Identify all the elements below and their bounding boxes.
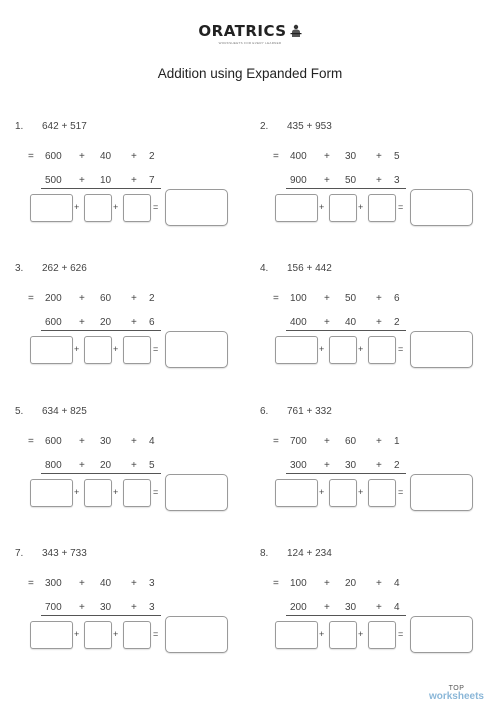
tens-answer-box[interactable] — [84, 479, 112, 507]
equals-sign: = — [153, 629, 159, 639]
tens-value: 50 — [345, 293, 357, 304]
tens-answer-box[interactable] — [329, 621, 357, 649]
plus-sign: + — [376, 578, 382, 589]
problem-1 — [15, 121, 245, 261]
ones-value: 6 — [149, 317, 155, 328]
sum-rule — [286, 615, 406, 616]
tens-value: 50 — [345, 175, 357, 186]
ones-answer-box[interactable] — [368, 336, 396, 364]
plus-sign: + — [113, 344, 119, 354]
hundreds-value: 200 — [45, 293, 62, 304]
expanded-row-1 — [273, 293, 473, 307]
equals-sign: = — [398, 487, 404, 497]
hundreds-value: 700 — [45, 602, 62, 613]
plus-sign: + — [376, 317, 382, 328]
plus-sign: + — [324, 602, 330, 613]
total-answer-box[interactable] — [410, 616, 473, 653]
equals-sign: = — [28, 436, 34, 447]
problem-number: 6. — [260, 406, 269, 417]
tens-value: 40 — [100, 151, 112, 162]
expanded-row-2 — [273, 460, 473, 474]
ones-value: 5 — [394, 151, 400, 162]
equals-sign: = — [398, 344, 404, 354]
logo-tagline: WORKSHEETS FOR EVERY LEARNER — [218, 41, 282, 45]
plus-sign: + — [131, 602, 137, 613]
footer-brand-name: worksheets — [428, 691, 484, 702]
plus-sign: + — [376, 602, 382, 613]
sum-rule — [41, 188, 161, 189]
problem-expression: 124 + 234 — [287, 548, 332, 559]
expanded-row-1 — [273, 578, 473, 592]
tens-value: 20 — [345, 578, 357, 589]
total-answer-box[interactable] — [165, 616, 228, 653]
ones-value: 6 — [394, 293, 400, 304]
plus-sign: + — [74, 202, 80, 212]
hundreds-value: 400 — [290, 317, 307, 328]
plus-sign: + — [324, 317, 330, 328]
hundreds-value: 300 — [45, 578, 62, 589]
equals-sign: = — [273, 151, 279, 162]
equals-sign: = — [153, 487, 159, 497]
ones-answer-box[interactable] — [123, 336, 151, 364]
equals-sign: = — [153, 202, 159, 212]
equals-sign: = — [28, 578, 34, 589]
plus-sign: + — [324, 175, 330, 186]
ones-value: 1 — [394, 436, 400, 447]
ones-answer-box[interactable] — [123, 194, 151, 222]
plus-sign: + — [324, 293, 330, 304]
expanded-row-1 — [28, 578, 228, 592]
expanded-row-2 — [273, 317, 473, 331]
expanded-row-2 — [28, 317, 228, 331]
plus-sign: + — [79, 175, 85, 186]
tens-value: 40 — [100, 578, 112, 589]
equals-sign: = — [273, 578, 279, 589]
tens-value: 40 — [345, 317, 357, 328]
plus-sign: + — [376, 151, 382, 162]
plus-sign: + — [79, 293, 85, 304]
expanded-row-2 — [273, 602, 473, 616]
plus-sign: + — [376, 460, 382, 471]
total-answer-box[interactable] — [410, 474, 473, 511]
hundreds-answer-box[interactable] — [275, 621, 318, 649]
problem-number: 2. — [260, 121, 269, 132]
sum-rule — [41, 473, 161, 474]
expanded-row-2 — [28, 175, 228, 189]
plus-sign: + — [358, 629, 364, 639]
total-answer-box[interactable] — [410, 189, 473, 226]
plus-sign: + — [74, 344, 80, 354]
tens-value: 30 — [345, 460, 357, 471]
tens-answer-box[interactable] — [329, 194, 357, 222]
equals-sign: = — [273, 436, 279, 447]
ones-value: 7 — [149, 175, 155, 186]
problem-number: 5. — [15, 406, 24, 417]
plus-sign: + — [113, 629, 119, 639]
sum-rule — [286, 473, 406, 474]
hundreds-value: 500 — [45, 175, 62, 186]
problem-expression: 262 + 626 — [42, 263, 87, 274]
plus-sign: + — [113, 202, 119, 212]
ones-value: 3 — [394, 175, 400, 186]
problem-number: 1. — [15, 121, 24, 132]
expanded-row-1 — [273, 151, 473, 165]
ones-value: 5 — [149, 460, 155, 471]
tens-value: 30 — [100, 436, 112, 447]
hundreds-value: 100 — [290, 578, 307, 589]
equals-sign: = — [28, 151, 34, 162]
plus-sign: + — [376, 436, 382, 447]
problem-4 — [260, 263, 490, 403]
plus-sign: + — [131, 175, 137, 186]
hundreds-value: 200 — [290, 602, 307, 613]
total-answer-box[interactable] — [410, 331, 473, 368]
problem-8 — [260, 548, 490, 688]
plus-sign: + — [74, 487, 80, 497]
plus-sign: + — [131, 293, 137, 304]
plus-sign: + — [79, 151, 85, 162]
problem-number: 8. — [260, 548, 269, 559]
equals-sign: = — [273, 293, 279, 304]
hundreds-value: 700 — [290, 436, 307, 447]
problem-2 — [260, 121, 490, 261]
equals-sign: = — [398, 629, 404, 639]
equals-sign: = — [398, 202, 404, 212]
plus-sign: + — [324, 436, 330, 447]
hundreds-value: 800 — [45, 460, 62, 471]
plus-sign: + — [319, 629, 325, 639]
plus-sign: + — [131, 317, 137, 328]
expanded-row-1 — [28, 151, 228, 165]
ones-value: 2 — [149, 293, 155, 304]
tens-value: 10 — [100, 175, 112, 186]
hundreds-answer-box[interactable] — [275, 479, 318, 507]
problem-3 — [15, 263, 245, 403]
sum-rule — [286, 330, 406, 331]
problem-expression: 435 + 953 — [287, 121, 332, 132]
ones-value: 4 — [394, 602, 400, 613]
plus-sign: + — [79, 317, 85, 328]
hundreds-answer-box[interactable] — [275, 336, 318, 364]
ones-value: 2 — [394, 317, 400, 328]
sum-rule — [41, 615, 161, 616]
problem-number: 4. — [260, 263, 269, 274]
logo-text: ORATRICS — [198, 22, 287, 40]
tens-value: 20 — [100, 460, 112, 471]
plus-sign: + — [113, 487, 119, 497]
problem-number: 7. — [15, 548, 24, 559]
problem-6 — [260, 406, 490, 546]
tens-answer-box[interactable] — [84, 336, 112, 364]
expanded-row-1 — [273, 436, 473, 450]
sum-rule — [41, 330, 161, 331]
total-answer-box[interactable] — [165, 189, 228, 226]
footer-brand-top: TOP — [448, 685, 465, 692]
tens-value: 30 — [100, 602, 112, 613]
hundreds-answer-box[interactable] — [30, 479, 73, 507]
plus-sign: + — [358, 344, 364, 354]
plus-sign: + — [79, 436, 85, 447]
page-title: Addition using Expanded Form — [157, 66, 343, 81]
plus-sign: + — [79, 602, 85, 613]
plus-sign: + — [324, 460, 330, 471]
expanded-row-2 — [28, 460, 228, 474]
plus-sign: + — [79, 460, 85, 471]
tens-value: 20 — [100, 317, 112, 328]
tens-answer-box[interactable] — [84, 621, 112, 649]
hundreds-value: 900 — [290, 175, 307, 186]
hundreds-value: 600 — [45, 436, 62, 447]
footer-brand — [429, 685, 484, 702]
brand-logo — [198, 22, 301, 40]
problem-number: 3. — [15, 263, 24, 274]
plus-sign: + — [358, 487, 364, 497]
ones-answer-box[interactable] — [368, 621, 396, 649]
expanded-row-1 — [28, 293, 228, 307]
hundreds-value: 100 — [290, 293, 307, 304]
ones-answer-box[interactable] — [123, 621, 151, 649]
problem-expression: 634 + 825 — [42, 406, 87, 417]
hundreds-answer-box[interactable] — [30, 194, 73, 222]
plus-sign: + — [324, 578, 330, 589]
ones-value: 4 — [149, 436, 155, 447]
plus-sign: + — [131, 578, 137, 589]
tens-value: 60 — [100, 293, 112, 304]
total-answer-box[interactable] — [165, 331, 228, 368]
hundreds-value: 400 — [290, 151, 307, 162]
ones-answer-box[interactable] — [123, 479, 151, 507]
hundreds-answer-box[interactable] — [30, 336, 73, 364]
ones-answer-box[interactable] — [368, 194, 396, 222]
plus-sign: + — [131, 436, 137, 447]
expanded-row-2 — [28, 602, 228, 616]
teacher-figure-icon — [290, 24, 302, 38]
tens-value: 30 — [345, 151, 357, 162]
plus-sign: + — [358, 202, 364, 212]
tens-value: 60 — [345, 436, 357, 447]
hundreds-answer-box[interactable] — [275, 194, 318, 222]
tens-answer-box[interactable] — [84, 194, 112, 222]
plus-sign: + — [319, 202, 325, 212]
expanded-row-1 — [28, 436, 228, 450]
ones-value: 2 — [394, 460, 400, 471]
problem-7 — [15, 548, 245, 688]
sum-rule — [286, 188, 406, 189]
worksheet-header — [0, 22, 500, 45]
tens-answer-box[interactable] — [329, 479, 357, 507]
plus-sign: + — [376, 293, 382, 304]
ones-value: 2 — [149, 151, 155, 162]
plus-sign: + — [319, 487, 325, 497]
ones-value: 3 — [149, 578, 155, 589]
total-answer-box[interactable] — [165, 474, 228, 511]
plus-sign: + — [74, 629, 80, 639]
problem-expression: 156 + 442 — [287, 263, 332, 274]
plus-sign: + — [376, 175, 382, 186]
tens-answer-box[interactable] — [329, 336, 357, 364]
plus-sign: + — [79, 578, 85, 589]
hundreds-value: 600 — [45, 317, 62, 328]
plus-sign: + — [131, 151, 137, 162]
ones-answer-box[interactable] — [368, 479, 396, 507]
problem-expression: 642 + 517 — [42, 121, 87, 132]
tens-value: 30 — [345, 602, 357, 613]
problem-expression: 761 + 332 — [287, 406, 332, 417]
plus-sign: + — [131, 460, 137, 471]
hundreds-value: 300 — [290, 460, 307, 471]
equals-sign: = — [153, 344, 159, 354]
hundreds-value: 600 — [45, 151, 62, 162]
expanded-row-2 — [273, 175, 473, 189]
ones-value: 3 — [149, 602, 155, 613]
problem-expression: 343 + 733 — [42, 548, 87, 559]
hundreds-answer-box[interactable] — [30, 621, 73, 649]
ones-value: 4 — [394, 578, 400, 589]
plus-sign: + — [324, 151, 330, 162]
equals-sign: = — [28, 293, 34, 304]
plus-sign: + — [319, 344, 325, 354]
problem-5 — [15, 406, 245, 546]
